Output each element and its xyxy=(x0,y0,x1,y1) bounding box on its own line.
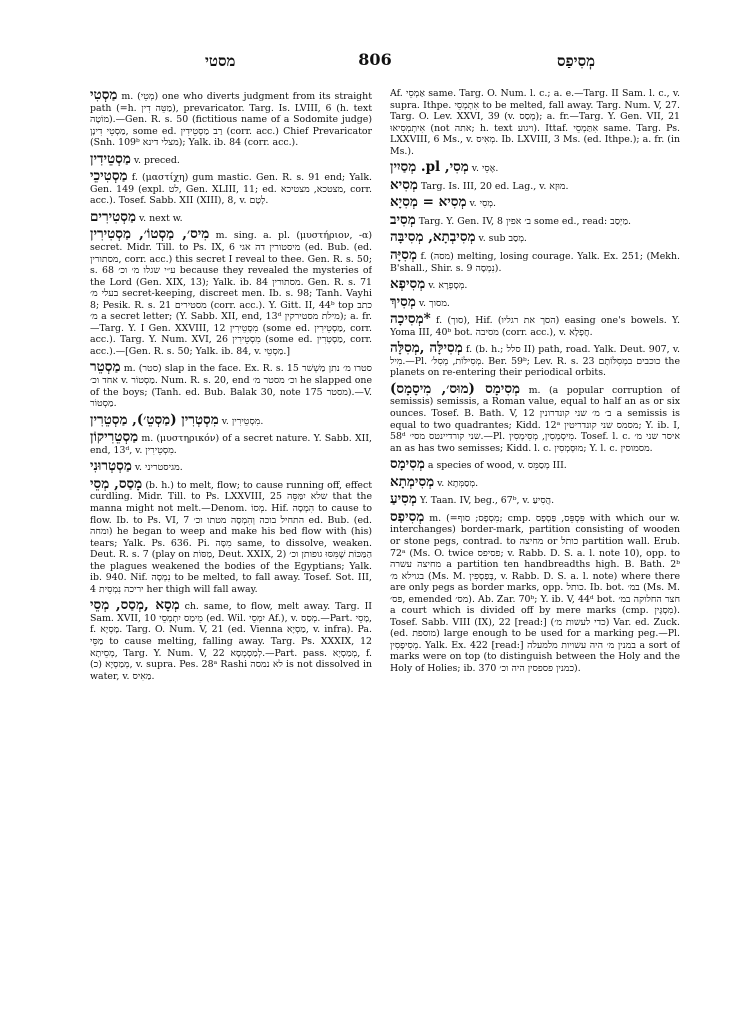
entry-definition: v. מְסַמְּתָא. xyxy=(437,477,479,489)
entry-headword: מָסַס, מְסֵי xyxy=(90,475,143,492)
entry-headword: מַסְטְרוּנִי xyxy=(90,458,132,475)
entry-headword: מְסִיעַ xyxy=(390,491,417,508)
dictionary-entry xyxy=(90,413,372,428)
entry-definition: f. (b. h.; סלל II) path, road. Yalk. Deut. 907, v. מִיל.—Pl. מְסִילּוֹת, מְסִלּ׳. Ber. 59ᵇ; Lev. R. s. 23 כוכבים במְסִלּוֹתָם the planets on re-entering their periodical orbits. xyxy=(390,344,680,379)
entry-headword: מַסְטֵר xyxy=(90,359,121,376)
entry-definition: m. (μυστηρικόν) of a secret nature. Y. Sabb. XII, end, 13ᵈ, v. מִסְטֵירִין. xyxy=(90,433,372,456)
entry-definition: v. מגיסטריני. xyxy=(134,462,183,474)
dictionary-entry xyxy=(90,152,372,167)
entry-headword: מְסִימְתָא xyxy=(390,473,435,490)
running-head-right: מְסִיפַס xyxy=(556,52,595,70)
entry-headword: מְסִיפַס xyxy=(390,508,425,525)
dictionary-entry xyxy=(390,475,680,490)
dictionary-entry xyxy=(90,88,372,149)
entry-headword: מְסִיבְתָא, מְסִיבָּה xyxy=(390,229,476,246)
dictionary-entry xyxy=(390,277,680,292)
entry-headword: מְסִיא xyxy=(390,176,418,193)
entry-headword: מַסְטֵידִין xyxy=(90,150,131,167)
entry-headword: מַסְטִיכֵי xyxy=(90,168,128,185)
entry-definition: m. (a popular corruption of semissis) semissis, a Roman value, equal to half an as or six ounces. Tosef. B. Bath. V, 12 ב׳ מ׳ שני קונדרונין a semissis is equal to two quadrantes; Kidd. 12ᵃ מסמס שני קונדריטין; Y. ib. I, 58ᵈ שני קורדיינטס מסי׳.—Pl. מִיסְמְסִין, מְסִימְסִין. Tosef. l. c. איסר שני מ׳ an as has two semisses; Kidd. l. c. מוּסְמְסִין; Y. l. c. מסמוסין. xyxy=(390,384,680,454)
entry-headword: מְסִיא = מְסִיָא xyxy=(390,194,467,211)
entry-definition: v. מסוך. xyxy=(418,297,450,309)
entry-headword: מְסָא ,מְסַס, מְסֵי xyxy=(90,597,180,614)
page-number: 806 xyxy=(358,50,392,69)
entry-headword: מְסִיב xyxy=(390,211,416,228)
entry-headword: מִסְטְרִין (מַסְטֵ׳), מַסְטֵרִין xyxy=(90,411,219,428)
entry-headword: מְסִי, pl. מְסַיִין xyxy=(390,159,469,176)
dictionary-entry xyxy=(390,492,680,507)
entry-definition: v. מְסָפְרָא. xyxy=(428,280,468,292)
entry-headword: מְסִימָס (מוּס׳, מִיסָמָס) xyxy=(390,380,521,397)
entry-definition: a species of wood, v. מְסַמֵּס III. xyxy=(427,460,567,472)
entry-headword: מִיס׳, מַסְטוֹ׳, מַסְטִירִין xyxy=(90,226,210,243)
entry-definition: Targ. Is. III, 20 ed. Lag., v. מוּזָא. xyxy=(420,180,569,192)
dictionary-entry xyxy=(90,210,372,225)
entry-definition: m. (סטר) slap in the face. Ex. R. s. 15 סטרו מ׳ נתן מַשְׁשׁר אחד וכ׳ v. מַסְטוֹר. Num. R. s. 20, end וכ׳ מסטר מ׳ he slapped one of the boys; (Tanh. ed. Bub. Balak 30, note 175 מסטר).—V. מַסְטוֹר. xyxy=(90,363,372,410)
dictionary-entry xyxy=(390,213,680,228)
entry-definition: f. (מסה) melting, losing courage. Yalk. Ex. 251; (Mekh. B'shall., Shir. s. 9 נִמְסָה). xyxy=(390,251,680,274)
entry-headword: מְסִיפְא xyxy=(390,276,426,293)
entry-definition: v. מְסִי. xyxy=(469,198,496,210)
dictionary-entry xyxy=(390,382,680,454)
entry-definition: m. (=מִסְפָס; סוף; cmp. פִּסְפֵּס, פַּסְפָס with which our w. interchanges) border-mark, partition consisting of wooden or stone pegs, contrad. to מחיצה or כותל partition wall. Erub. 72ᵃ (Ms. O. twice פסיפס; v. Rabb. D. S. a. l. note 10), opp. to מחיצה עשרה a partition ten handbreadths high. B. Bath. 2ᵇ בגוילא מ׳ (Ms. M. בְּפַסְפִין, v. Rabb. D. S. a. l. note) where there are only pegs as border marks, opp. כותל. Ib. bot. במ׳ (Ms. M. פס׳, emended מס׳). Ab. Zar. 70ᵇ; Y. ib. V, 44ᵈ bot. חצר החלוקה במ׳ a court which is divided off by mere marks (cmp. מִסְגָּין). Tosef. Sabb. VIII (IX), 22 [read:] (כדי לעשות מ׳) Var. ed. Zuck. (ed. מוספת) large enough to be used for a marking peg.—Pl. מְסִיפָסִין. Yalk. Ex. 422 [read:] במנין מ׳ היה עשויות מלמעלה a sort of marks were on top (to distinguish between the Holy and the Holy of Holies; ib. 370 כמנין פספסין היה וכ׳). xyxy=(390,512,680,674)
entry-definition: v. מִסְטֵירִין. xyxy=(221,415,264,427)
dictionary-entry xyxy=(390,341,680,379)
dictionary-entry xyxy=(90,598,372,682)
entry-definition: Y. Taan. IV, beg., 67ᵇ, v. הֲסִיעַ. xyxy=(419,495,555,507)
entry-headword: מְסִילָּה ,מְסִלָּה xyxy=(390,340,463,357)
dictionary-entry xyxy=(90,459,372,474)
entry-definition: Targ. Y. Gen. IV, 8 ב׳ אפין some ed., read: מַיְסַב. xyxy=(418,215,632,227)
dictionary-entry xyxy=(390,178,680,193)
entry-definition: m. (מְטֵי) one who diverts judgment from its straight path (=h. מַטֵּה דִין), prevaricator. Targ. Is. LVIII, 6 (h. text מוֹטָה).—Gen. R. s. 50 (fictitious name of a Sodomite judge) מַסְטֵי דִינָן, some ed. רַב מַסְטֵידִין (corr. acc.) Chief Prevaricator (Snh. 109ᵇ מצלי דינא); Yalk. ib. 84 (corr. acc.). xyxy=(90,91,372,149)
dictionary-entry xyxy=(390,510,680,675)
entry-headword: מְסִימָס xyxy=(390,456,425,473)
dictionary-entry xyxy=(390,457,680,472)
dictionary-entry xyxy=(90,477,372,595)
entry-definition: m. sing. a. pl. (μυστήριον, -α) secret. Midr. Till. to Ps. IX, 6 מיסטורין דה אגי (ed. Bub. (ed. מסתורין, corr. acc.) this secret I reveal to thee. Gen. R. s. 50; s. 68 ע״י שגלו מ׳ וכ׳ because they revealed the mysteries of the Lord (Gen. XIX, 13); Yalk. ib. 84 מסתורין. Gen. R. s. 71 בעלי מ׳ secret-keeping, discreet men. Ib. s. 98; Tanh. Vayhi 8; Pesik. R. s. 21 מסטירים (corr. acc.). Y. Gitt. II, 44ᵇ top כתב מ׳ a secret letter; (Y. Sabb. XII, end, 13ᵈ מילת מסטירקין); a. fr.—Targ. Y. I Gen. XXVIII, 12 מִסְטֵירִין (some ed. מַסְטֵירִין, corr. acc.). Targ. Y. Num. XVI, 26 מִסְטֵירִין (some ed. מַסְטְרִין, corr. acc.).—[Gen. R. s. 50; Yalk. ib. 84, v. מַסְטֵי.] xyxy=(90,230,372,357)
dictionary-entry xyxy=(390,160,680,175)
entry-headword: מְסִיָּה xyxy=(390,247,417,264)
entry-definition: ch. same, to flow, melt away. Targ. II Sam. XVII, 10 מֵימַס יִתְמְסֵי (ed. Wil. יִמְסֵי Af.), v. מְסַס.—Part. מָסֵי, f. מָסְיָא. Targ. O. Num. V, 21 (ed. Vienna מַסְיָא, v. infra). Pa. מַסֵּי to cause melting, falling away. Targ. Ps. XXXIX, 12 מְסֵיתָא, Targ. Y. Num. V, 22 לְמַסְמְסָא.—Part. pass. מְמַסְיָא, f. מְמַסְיָא (כ), v. supra. Pes. 28ᵃ Rashi לא נמסה is not dissolved in water, v. מַאִיס. xyxy=(90,601,372,682)
dictionary-entry xyxy=(390,295,680,310)
entry-definition: f. (μαστίχη) gum mastic. Gen. R. s. 91 end; Yalk. Gen. 149 (expl. לט, Gen. XLIII, 11; ed. מצטכא, מצטיכא, corr. acc.). Tosef. Sabb. XII (XIII), 8, v. לָטָם. xyxy=(90,172,372,207)
running-head-left: מסטי xyxy=(205,52,236,70)
left-column xyxy=(90,88,372,1008)
right-column xyxy=(390,88,680,1008)
dictionary-entry xyxy=(390,88,680,157)
entry-headword: מַסְטִירִים xyxy=(90,208,136,225)
dictionary-entry xyxy=(390,248,680,274)
dictionary-entry xyxy=(90,169,372,207)
entry-definition: v. preced. xyxy=(133,154,180,166)
entry-headword: מְסִיךְ xyxy=(390,293,416,310)
dictionary-entry xyxy=(90,360,372,409)
dictionary-entry xyxy=(390,195,680,210)
entry-headword: מַסְטֵרִיקוֹן xyxy=(90,429,139,446)
dictionary-entry xyxy=(390,312,680,338)
entry-definition: v. next w. xyxy=(138,212,183,224)
entry-definition: v. אֶסֵי. xyxy=(471,163,499,175)
entry-definition: Af. אַמְסֵי same. Targ. O. Num. l. c.; a. e.—Targ. II Sam. l. c., v. supra. Ithpe. אִתְמְסֵי to be melted, fall away. Targ. Num. V, 27. Targ. O. Lev. XXVI, 39 (v. מְסַס); a. fr.—Targ. Y. Gen. VII, 21 אִיתְמְסִיאוּ (not אתה; h. text ויגוע). Ittaf. אִתַּמְסֵי same. Targ. Ps. LXXVIII, 6 Ms., v. מְאִיס. Ib. LXVIII, 3 Ms. (ed. Ithpe.); a. fr. (in Ms.). xyxy=(390,88,680,157)
entry-definition: f. (סוך), Hif. (הסך את רגליו) easing one's bowels. Y. Yoma III, 40ᵇ bot. מסיבה (corr. acc.), v. חֲפָלָא. xyxy=(390,315,680,338)
dictionary-entry xyxy=(90,430,372,456)
dictionary-entry xyxy=(90,227,372,357)
entry-definition: v. sub מְסַב. xyxy=(478,233,527,245)
dictionary-entry xyxy=(390,230,680,245)
entry-definition: (b. h.) to melt, flow; to cause running off, effect curdling. Midr. Till. to Ps. LXXVIII, 25 שלא יִמַּסֵּה that the manna might not melt.—Denom. מְסוֹ. Hif. הִמְסָה to cause to flow. Ib. to Ps. VI, 7 התחיל בוכה וְהִמְסָה מטתו וכ׳ ed. Bub. (ed. ומחה) he began to weep and make his bed flow with (his) tears; Yalk. Ps. 636. Pi. מִסָּה same, to dissolve, weaken. Deut. R. s. 7 (play on מַסּוֹת, Deut. XXIX, 2) הַמַּכּוֹת שֶׁמִּסּוּ גופותן וכ׳ the plagues weakened the bodies of the Egyptians; Yalk. ib. 940. Nif. נִמְסָה to be melted, to fall away. Tosef. Sot. III, 4 יריכה נִמְסֵית her thigh will fall away. xyxy=(90,479,372,595)
entry-headword: מַסְטִי xyxy=(90,88,118,103)
entry-headword: *מְסִיכָה xyxy=(390,311,431,328)
